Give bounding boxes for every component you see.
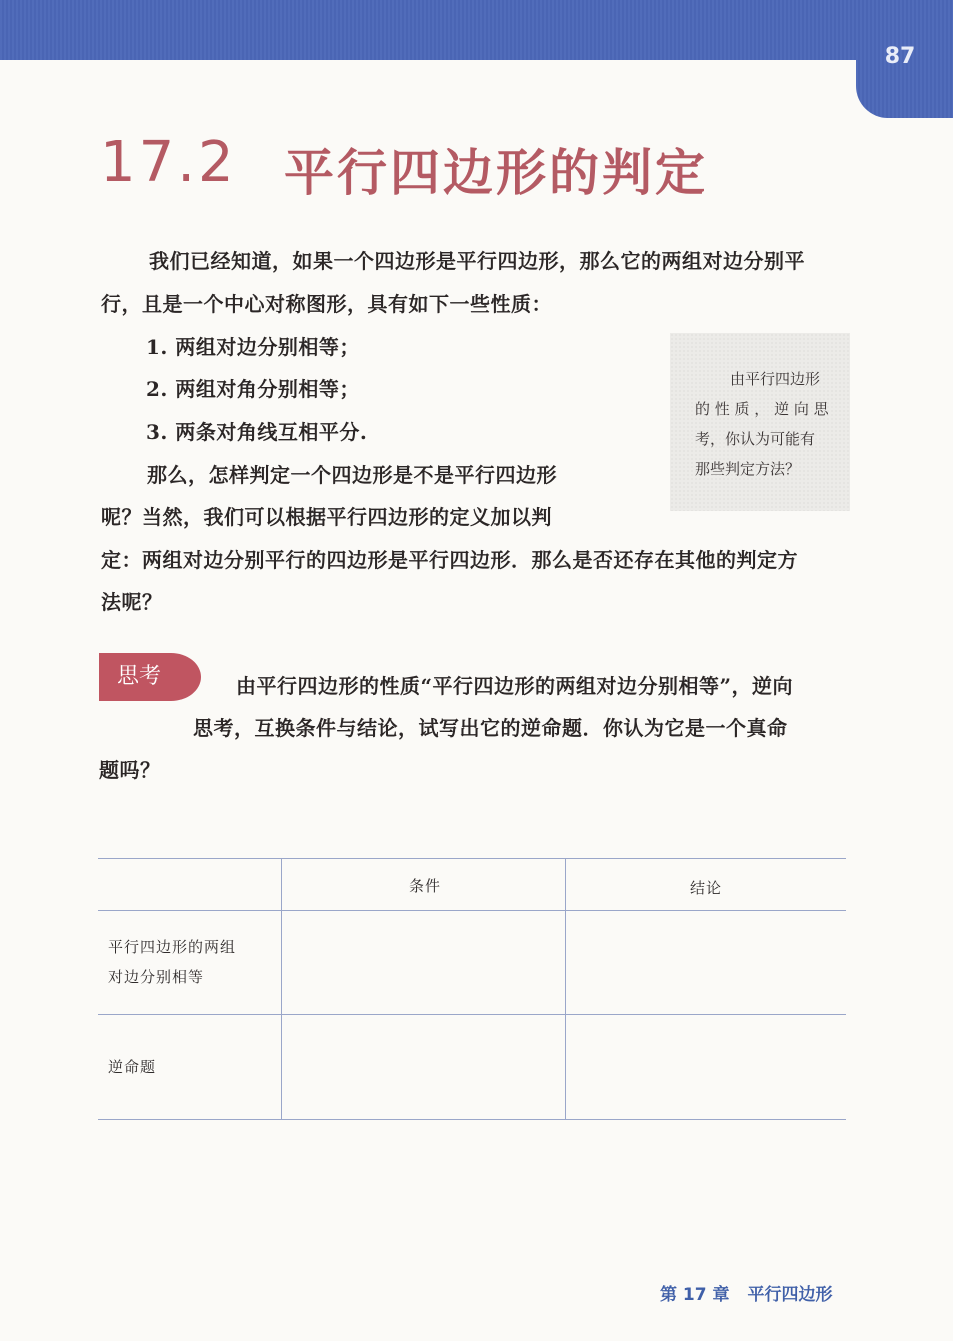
property-item-1: 1. 两组对边分别相等； xyxy=(146,335,360,359)
table-header-conclusion: 结论 xyxy=(690,879,723,897)
table-row-1-label-line-1: 平行四边形的两组 xyxy=(108,938,237,956)
think-badge: 思考 xyxy=(99,653,201,701)
table-column-divider-2 xyxy=(565,858,566,1119)
section-number: 17.2 xyxy=(100,130,237,195)
footer-running-head xyxy=(660,1280,851,1305)
property-item-2: 2. 两组对角分别相等； xyxy=(146,377,360,401)
table-rule-header xyxy=(98,910,846,911)
page-number: 87 xyxy=(884,44,916,69)
section-title: 平行四边形的判定 xyxy=(284,144,708,202)
intro-line-2: 行，且是一个中心对称图形，具有如下一些性质： xyxy=(101,292,552,316)
continuation-line-1: 那么，怎样判定一个四边形是不是平行四边形 xyxy=(147,463,557,487)
header-band xyxy=(0,0,953,60)
footer-chapter: 第 17 章 xyxy=(660,1285,730,1305)
table-header-condition: 条件 xyxy=(409,877,442,895)
table-row-2-label: 逆命题 xyxy=(108,1058,157,1076)
continuation-line-3: 定：两组对边分别平行的四边形是平行四边形．那么是否还存在其他的判定方 xyxy=(101,548,798,572)
table-column-divider-1 xyxy=(281,858,282,1119)
margin-note-line-2: 的 性 质 ， 逆 向 思 xyxy=(695,400,829,418)
continuation-line-4: 法呢？ xyxy=(101,590,163,614)
table-rule-bottom xyxy=(98,1119,846,1120)
margin-note-line-3: 考，你认为可能有 xyxy=(695,430,816,448)
footer-chapter-title: 平行四边形 xyxy=(747,1285,833,1305)
table-rule-row xyxy=(98,1014,846,1015)
margin-note-line-1: 由平行四边形 xyxy=(730,370,821,388)
table-row-1-label-line-2: 对边分别相等 xyxy=(108,968,205,986)
think-line-1: 由平行四边形的性质“平行四边形的两组对边分别相等”，逆向 xyxy=(236,674,794,698)
continuation-line-2: 呢？当然，我们可以根据平行四边形的定义加以判 xyxy=(101,505,552,529)
property-item-3: 3. 两条对角线互相平分. xyxy=(146,420,368,444)
think-line-2: 思考，互换条件与结论，试写出它的逆命题．你认为它是一个真命 xyxy=(193,716,788,740)
think-line-3: 题吗？ xyxy=(99,758,161,782)
margin-note-box xyxy=(670,333,850,511)
table-rule-top xyxy=(98,858,846,859)
margin-note-line-4: 那些判定方法？ xyxy=(695,460,801,478)
intro-line-1: 我们已经知道，如果一个四边形是平行四边形，那么它的两组对边分别平 xyxy=(149,249,805,273)
